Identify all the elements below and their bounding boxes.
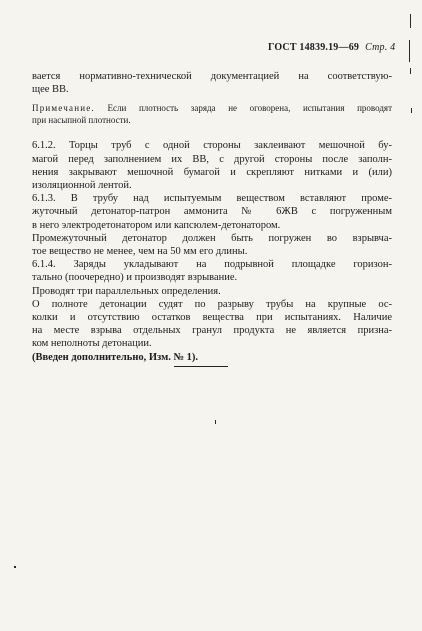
paragraph-6-1-2 <box>32 139 392 192</box>
text-line: вается нормативно-технической документацией на соответствую- <box>32 71 392 82</box>
page-header <box>268 42 395 53</box>
note-label: Примечание. <box>32 103 95 114</box>
text-line: магой перед заполнением их ВВ, с другой стороны после заполн- <box>32 153 392 165</box>
note-block <box>32 103 392 126</box>
text-line: щее ВВ. <box>32 84 69 96</box>
section-divider <box>174 366 228 367</box>
scan-mark <box>409 40 410 62</box>
scan-mark <box>410 14 411 28</box>
text-line: тое вещество не менее, чем на 50 мм его длины. <box>32 246 248 258</box>
scan-mark <box>14 566 16 568</box>
amendment-note <box>32 351 392 364</box>
text-line: на месте взрыва отдельных гранул продукта не является призна- <box>32 325 392 337</box>
text-line: жуточный детонатор-патрон аммонита № 6ЖВ с погруженным <box>32 206 392 218</box>
text-line: нения закрывают мешочной бумагой и скрепляют нитками и (или) <box>32 166 392 178</box>
scan-mark <box>411 108 412 113</box>
text-line: О полноте детонации судят по разрыву трубы на крупные ос- <box>32 298 392 310</box>
paragraph-6-1-3 <box>32 192 392 232</box>
document-body <box>32 70 392 364</box>
scan-mark <box>410 68 411 74</box>
text-line: Промежуточный детонатор должен быть погружен во взрывча- <box>32 232 392 244</box>
amendment-text: (Введен дополнительно, Изм. № 1). <box>32 351 199 363</box>
scan-mark <box>215 420 216 424</box>
text-line: 6.1.4. Заряды укладывают на подрывной площадке горизон- <box>32 259 392 271</box>
standard-number: ГОСТ 14839.19—69 <box>268 42 360 53</box>
text-line: 6.1.2. Торцы труб с одной стороны заклеивают мешочной бу- <box>32 140 392 152</box>
text-line: изоляционной лентой. <box>32 180 132 192</box>
text-line: в него электродетонатором или капсюлем-детонатором. <box>32 219 281 231</box>
paragraph-intermediate-detonator <box>32 232 392 258</box>
note-text: Если плотность заряда не оговорена, испытания проводят <box>107 103 392 114</box>
text-line: ком неполноты детонации. <box>32 338 152 350</box>
note-line <box>32 103 392 115</box>
text-line: тально (поочередно) и производят взрывание. <box>32 272 238 284</box>
text-line: колки и отсутствию остатков вещества при испытаниях. Наличие <box>32 312 392 324</box>
intro-paragraph <box>32 70 392 96</box>
paragraph-6-1-4 <box>32 258 392 284</box>
paragraph-completeness <box>32 298 392 351</box>
text-line: Проводят три параллельных определения. <box>32 285 221 297</box>
paragraph-parallel <box>32 285 392 298</box>
text-line: 6.1.3. В трубу над испытуемым веществом вставляют проме- <box>32 193 392 205</box>
note-line: при насыпной плотности. <box>32 114 131 125</box>
page-number: Стр. 4 <box>365 42 396 53</box>
